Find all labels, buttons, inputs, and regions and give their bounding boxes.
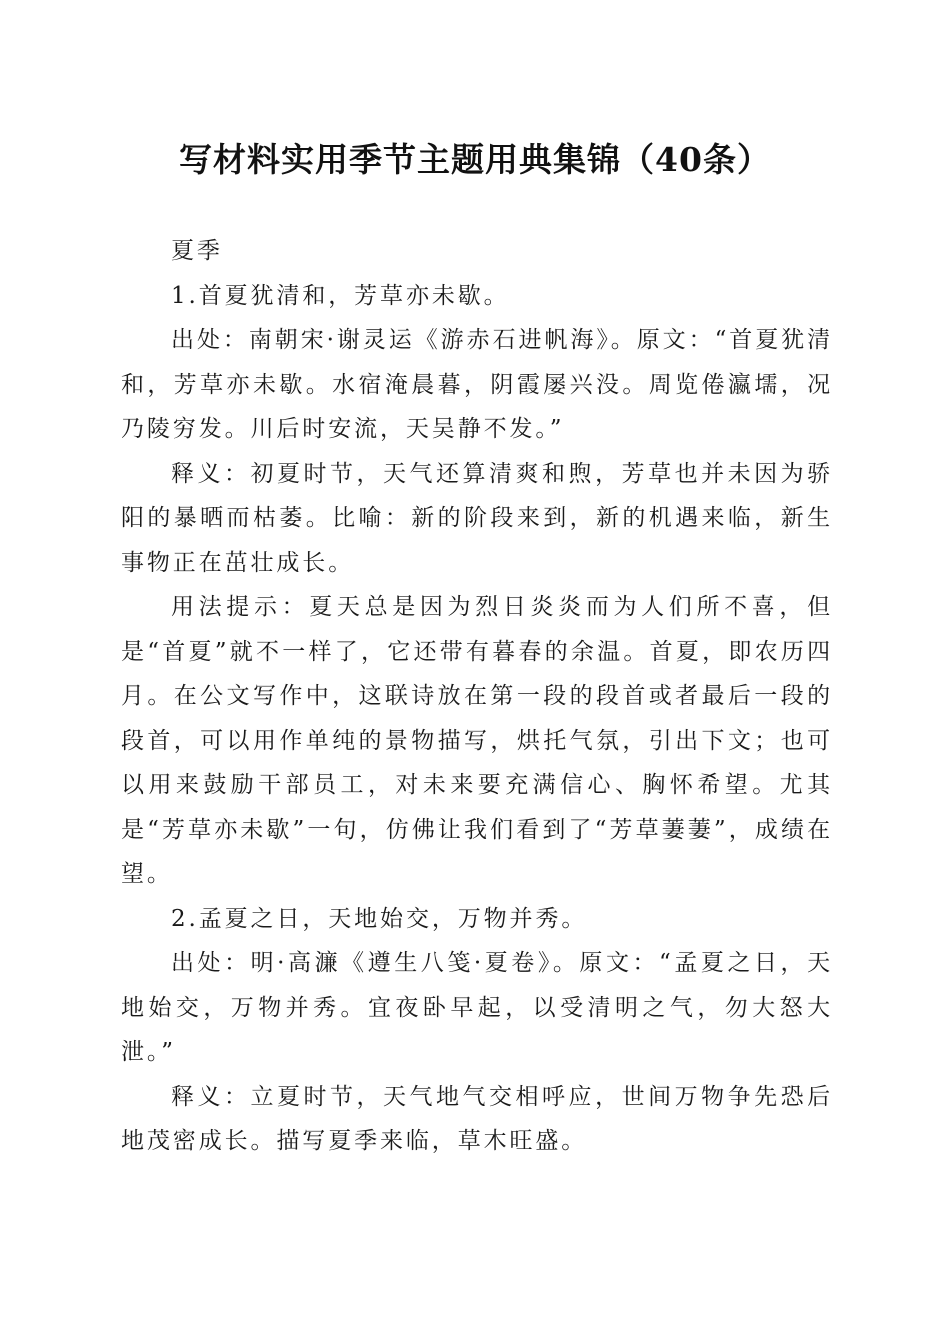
source-paragraph-1: 出处：南朝宋·谢灵运《游赤石进帆海》。原文：“首夏犹清和，芳草亦未歇。水宿淹晨暮，阴霞屡兴没。周览倦瀛壖，况乃陵穷发。川后时安流，天吴静不发。” <box>121 327 833 442</box>
quote-heading-2: 2.孟夏之日，天地始交，万物并秀。 <box>171 905 588 932</box>
quote-heading-1: 1.首夏犹清和，芳草亦未歇。 <box>171 282 510 309</box>
document-body <box>121 229 833 1164</box>
section-heading-summer: 夏季 <box>171 238 223 264</box>
document-title: 写材料实用季节主题用典集锦（40条） <box>179 140 771 179</box>
usage-paragraph-1: 用法提示：夏天总是因为烈日炎炎而为人们所不喜，但是“首夏”就不一样了，它还带有暮春的余温。首夏，即农历四月。在公文写作中，这联诗放在第一段的段首或者最后一段的段首，可以用作单纯的景物描写，烘托气氛，引出下文；也可以用来鼓励干部员工，对未来要充满信心、胸怀希望。尤其是“芳草亦未歇”一句，仿佛让我们看到了“芳草萋萋”，成绩在望。 <box>121 594 833 887</box>
source-paragraph-2: 出处：明·高濂《遵生八笺·夏卷》。原文：“孟夏之日，天地始交，万物并秀。宜夜卧早起，以受清明之气，勿大怒大泄。” <box>121 950 833 1065</box>
meaning-paragraph-2: 释义：立夏时节，天气地气交相呼应，世间万物争先恐后地茂密成长。描写夏季来临，草木旺盛。 <box>121 1083 833 1154</box>
meaning-paragraph-1: 释义：初夏时节，天气还算清爽和煦，芳草也并未因为骄阳的暴晒而枯萎。比喻：新的阶段来到，新的机遇来临，新生事物正在茁壮成长。 <box>121 460 833 576</box>
